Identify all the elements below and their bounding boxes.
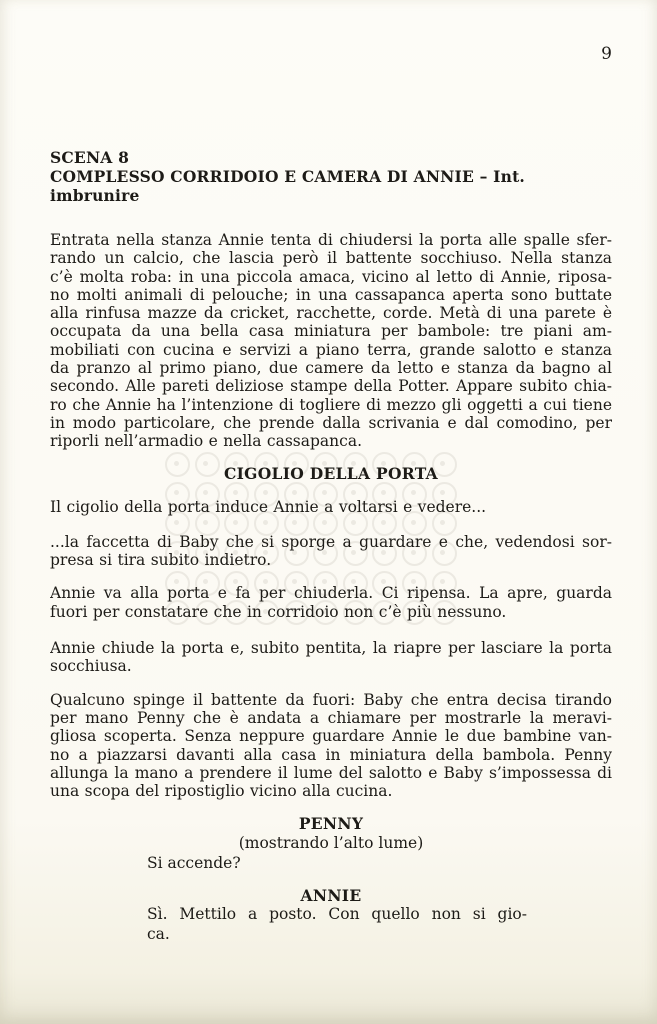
scene-slug: CIGOLIO DELLA PORTA xyxy=(223,463,439,483)
text-line: in modo particolare, che prende dalla scrivania e dal comodino, per xyxy=(50,413,612,432)
text-line: secondo. Alle pareti deliziose stampe della Potter. Appare subito chia- xyxy=(50,377,612,396)
text-line: ca. xyxy=(147,924,170,943)
action-paragraph xyxy=(50,691,612,801)
dialogue-text xyxy=(147,854,527,874)
text-line: gliosa scoperta. Senza neppure guardare Annie le due bambine van- xyxy=(50,727,612,746)
text-line: Sì. Mettilo a posto. Con quello non si gio- xyxy=(147,905,527,924)
text-line: allunga la mano a prendere il lume del salotto e Baby s’impossessa di xyxy=(50,763,612,782)
page-number: 9 xyxy=(601,44,612,64)
character-name: PENNY xyxy=(298,814,364,834)
text-line: Annie chiude la porta e, subito pentita, la riapre per lasciare la porta xyxy=(50,639,612,658)
text-line: alla rinfusa mazze da cricket, racchette, corde. Metà di una parete è xyxy=(50,304,612,323)
dialogue-text xyxy=(147,905,527,944)
action-paragraph xyxy=(50,584,612,621)
action-paragraph xyxy=(50,498,612,516)
text-line: Entrata nella stanza Annie tenta di chiudersi la porta alle spalle sfer- xyxy=(50,231,612,249)
text-line: per mano Penny che è andata a chiamare per mostrarle la meravi- xyxy=(50,708,612,727)
text-line: ro che Annie ha l’intenzione di togliere di mezzo gli oggetti a cui tiene xyxy=(50,395,612,414)
text-line: da pranzo al primo piano, due camere da letto e stanza da bagno al xyxy=(50,359,612,378)
text-line: c’è molta roba: in una piccola amaca, vicino al letto di Annie, riposa- xyxy=(50,267,612,286)
parenthetical: (mostrando l’alto lume) xyxy=(238,834,424,853)
dialogue-block xyxy=(50,814,612,873)
dialogue-block xyxy=(50,886,612,944)
text-line: Annie va alla porta e fa per chiuderla. Ci ripensa. La apre, guarda xyxy=(50,584,612,603)
action-paragraph xyxy=(50,639,612,676)
scene-heading xyxy=(50,148,612,205)
text-line: una scopa del ripostiglio vicino alla cucina. xyxy=(50,782,393,801)
text-line: mobiliati con cucina e servizi a piano terra, grande salotto e stanza xyxy=(50,340,612,359)
text-line: Il cigolio della porta induce Annie a voltarsi e vedere... xyxy=(50,497,487,516)
action-paragraph xyxy=(50,231,612,451)
action-paragraph xyxy=(50,533,612,570)
text-line: presa si tira subito indietro. xyxy=(50,551,272,570)
text-line: ...la faccetta di Baby che si sporge a guardare e che, vedendosi sor- xyxy=(50,532,612,551)
text-line: no molti animali di pelouche; in una cassapanca aperta sono buttate xyxy=(50,285,612,304)
text-line: Qualcuno spinge il battente da fuori: Baby che entra decisa tirando xyxy=(50,690,612,709)
character-name: ANNIE xyxy=(300,886,362,906)
page-content xyxy=(50,0,612,944)
text-line: riporli nell’armadio e nella cassapanca. xyxy=(50,432,362,451)
text-line: fuori per constatare che in corridoio non c’è più nessuno. xyxy=(50,602,507,621)
text-line: socchiusa. xyxy=(50,657,132,676)
scene-label: SCENA 8 xyxy=(50,148,130,167)
text-line: occupata da una bella casa miniatura per bambole: tre piani am- xyxy=(50,322,612,341)
text-line: rando un calcio, che lascia però il battente socchiuso. Nella stanza xyxy=(50,249,612,268)
scene-location: COMPLESSO CORRIDOIO E CAMERA DI ANNIE – Int. imbrunire xyxy=(50,167,526,205)
text-line: no a piazzarsi davanti alla casa in miniatura della bambola. Penny xyxy=(50,745,612,764)
text-line: Si accende? xyxy=(147,853,241,872)
